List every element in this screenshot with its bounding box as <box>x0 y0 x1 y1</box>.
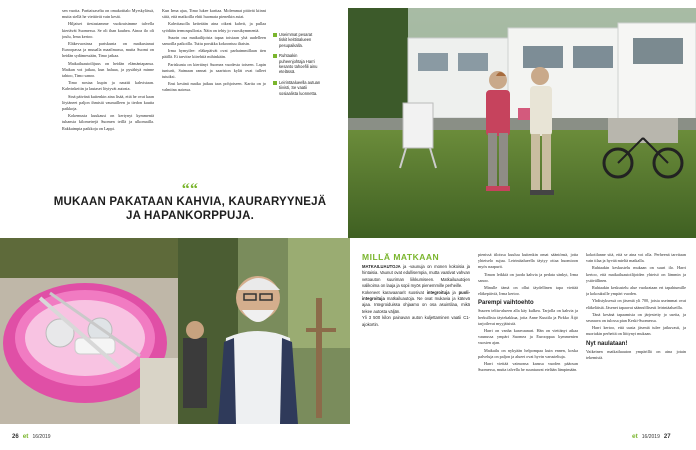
pink-basin-photo <box>0 238 178 424</box>
paragraph: Kun Irma ajaa, Timo lukee karttaa. Molemmat pitävät kiinni siitä, että matkoilla ehtii huomata pienetkin asiat. <box>162 8 266 20</box>
left-page-footer <box>12 433 51 440</box>
paragraph: Eläkevuosinsa pariskunta on matkustanut Euroopassa ja muualla maailmassa, mutta Suomi on heidän sydämessään, Timo jatkaa. <box>62 41 154 59</box>
article-column-2 <box>162 8 266 178</box>
page-number: 27 <box>663 433 671 440</box>
paragraph: pienissä tiloissa kuuluu kuitenkin omat sääntönsä, jotta yhteiselo sujuu. Leirintäalueella täytyy ottaa huomioon myös naapurit. <box>478 252 578 270</box>
paragraph: Pariskunta on kiertänyt Suomea vuodesta toiseen. Lapin tunturit, Saimaan rannat ja saariston kylät ovat tulleet tutuiksi. <box>162 61 266 80</box>
fact-box-text: Kokeneet karavaanarit suosivat integroituja ja puoli-integroituja matkailuautoja. Ne ovat mukavia ja kätevä ajaa. Integroiduissa ohjaamo on osa asuintilaa, mikä tekee autosta väljän. <box>362 289 470 314</box>
paragraph: Timon leikkiä on juoda kahvia ja pedata sänkyt, Irma sanoo. <box>478 271 578 283</box>
paragraph: Harri on vanha karavaanari. Hän on viettänyt aikaa vaunussa ympäri Suomea ja Eurooppaa kymmenien vuosien ajan. <box>478 328 578 346</box>
caption-item <box>273 53 321 75</box>
couple-campsite-illustration <box>348 8 696 238</box>
page-number: 26 <box>12 433 19 440</box>
fact-box <box>362 252 470 328</box>
fact-box-lead: MATKAILUAUTOJA <box>362 264 401 269</box>
bullet-square-icon <box>273 81 277 85</box>
paragraph: sen vuotta. Partiaisaselta on omakotitalo Myrskylässä, mutta siellä he viettävät vain kesät. <box>62 8 154 20</box>
subheading: Nyt naulataan! <box>586 340 628 347</box>
caption-text: Ruhtaakin puheenjohtaja Harri kesanto tahoefili ainu etelässä. <box>279 53 318 75</box>
caption-text: Leirintäalueella autuan tiivisti, Se vaatii sosiaalista luonnetta. <box>279 79 321 96</box>
paragraph: Vaikeinen matkailuauton ympärillä on aina jotain tekemistä. <box>586 348 686 360</box>
paragraph: Yhdistyksessä on jäseniä yli 700, joista useimmat ovat eläkeläisiä. Jäsenet tapaavat säännöllisesti leirintäalueilla. <box>586 298 686 310</box>
harri-portrait-photo <box>178 238 350 424</box>
paragraph: Ruhtaakin keskustelu mukaan on suuri ilo. Harri kertoo, että matkailuautoilijoiden yhteisö on lämmin ja ystävällinen. <box>586 265 686 283</box>
harri-portrait-illustration <box>178 238 350 424</box>
photo-captions <box>273 32 321 101</box>
paragraph: Harri kertoo, että uusia jäseniä tulee jatkuvasti, ja nuoriakin perheitä on liittynyt mukaan. <box>586 325 686 337</box>
caption-text: Useimmat pesarat tiskit keittiöalueen pesupaikalla. <box>279 32 313 48</box>
magazine-logo: et <box>632 433 638 440</box>
caption-item <box>273 80 321 96</box>
issue-number: 16/2019 <box>641 433 660 440</box>
couple-campsite-photo <box>348 8 696 238</box>
paragraph: Suurin osa matkailijoista tapaa toisiaan yhä uudelleen samoilla paikoilla. Tuttu porukka kokoontuu iltaisin. <box>162 34 266 47</box>
paragraph: Tänä kesänä tapaamisia on järjestetty jo useita, ja seuraava on tulossa pian Keski-Suomessa. <box>586 311 686 324</box>
fact-box-text: Yli 3 500 kilon painavan auton kuljettaminen vaatii C1-ajokortin. <box>362 315 470 327</box>
paragraph: Matkailuautoilijuus on heidän elämäntapansa. Matkan voi jatkaa, kun haluaa, ja pysähtyä minne tahtoo, Timo sanoo. <box>62 60 154 79</box>
bullet-square-icon <box>273 54 277 58</box>
paragraph: Hiljaiset tiestastamme vuokraisimme talvella kiertävät Suomessa. Se oli ihan kauhea. Ainoa ilo oli joulu, Irma kertoo. <box>62 21 154 39</box>
fact-box-text: MATKAILUAUTOJA ja -vaunuja on monen kokoisia ja hintaisia. Vaunut ovat edullisempia, mutta vaativat vahvan vetoauton suuriman liikkumiseen. Matkailuautojen valikoima on laaja ja sopii myös pienemmille perheille. <box>362 264 470 289</box>
paragraph: Kokemusta kuukausi on kertynyt kymmeniä tuhansia kilometrejä Suomen teillä ja ulkomailla. Rakkaimpia paikkoja on Lappi. <box>62 113 154 131</box>
paragraph: Irma hymyilee: eläkepäivät ovat parhaimmillaan tien päällä. Ei tarvitse kiirehtiä mihinkään. <box>162 48 266 60</box>
paragraph: Ensi kesänä matka jatkuu taas pohjoiseen. Kartta on jo valmiina autossa. <box>162 81 266 93</box>
article-column-1 <box>62 8 154 178</box>
paragraph: Kahvitauolla keitetään aina oikeat kahvit, ja pullaa syödään termospullosta. Näin on tehty jo vuosikymmeniä. <box>162 21 266 33</box>
bullet-square-icon <box>273 33 277 37</box>
paragraph: kokotilanne sitä, että se aina voi olla. Perheenä tarvitaan vain tilaa ja hyvää mieltä matkalla. <box>586 252 686 264</box>
right-page-footer <box>632 433 671 440</box>
paragraph: Ruhtaakin keskustelu alue vuokrataan eri tapahtumille ja kokouksille ympäri vuoden. <box>586 285 686 297</box>
quote-mark-icon: ““ <box>181 181 199 198</box>
paragraph: Sinä päivänä kuitenkin aina lisää, että he ovat kaan löytäneet paljon ihmisiä vaunuilleen ja tiedon kautta paikkoja. <box>62 93 154 112</box>
issue-number: 16/2019 <box>32 433 51 440</box>
paragraph: Minulle tämä on ollut täydellinen tapa viettää eläkepäiviä, Irma kertoo. <box>478 285 578 297</box>
paragraph: Matkailu on nykyään helpompaa kuin ennen, koska palveluja on paljon ja alueet ovat hyvin varusteltuja. <box>478 347 578 359</box>
pink-basin-illustration <box>0 238 178 424</box>
magazine-logo: et <box>22 433 29 440</box>
article-column-3 <box>478 252 578 426</box>
article-column-4 <box>586 252 686 426</box>
paragraph: Timo nostaa kupin ja nauttii kahvistaan. Kahvinkeitin ja lautaset löytyvät autosta. <box>62 80 154 92</box>
subheading: Parempi vaihtoehto <box>478 300 534 307</box>
paragraph: Harri viettää vaimonsa kanssa vuoden pääosan Suomessa, mutta talvella he suuntaavat etelään lämpimään. <box>478 361 578 373</box>
pull-quote-text: MUKAAN PAKATAAN KAHVIA, KAURARYYNEJÄ JA HAPANKORPPUJA. <box>53 196 327 222</box>
pull-quote <box>45 181 335 223</box>
paragraph: Suuren teltta-alueen alla käy kulkea. Tarjolla on kahvia ja herkullista täytekakkua, joita Anne Kuutila ja Pirkko Äijö tarjoilevat myyjäisistä. <box>478 308 578 326</box>
caption-item <box>273 32 321 48</box>
fact-box-title: MILLÄ MATKAAN <box>362 252 440 262</box>
